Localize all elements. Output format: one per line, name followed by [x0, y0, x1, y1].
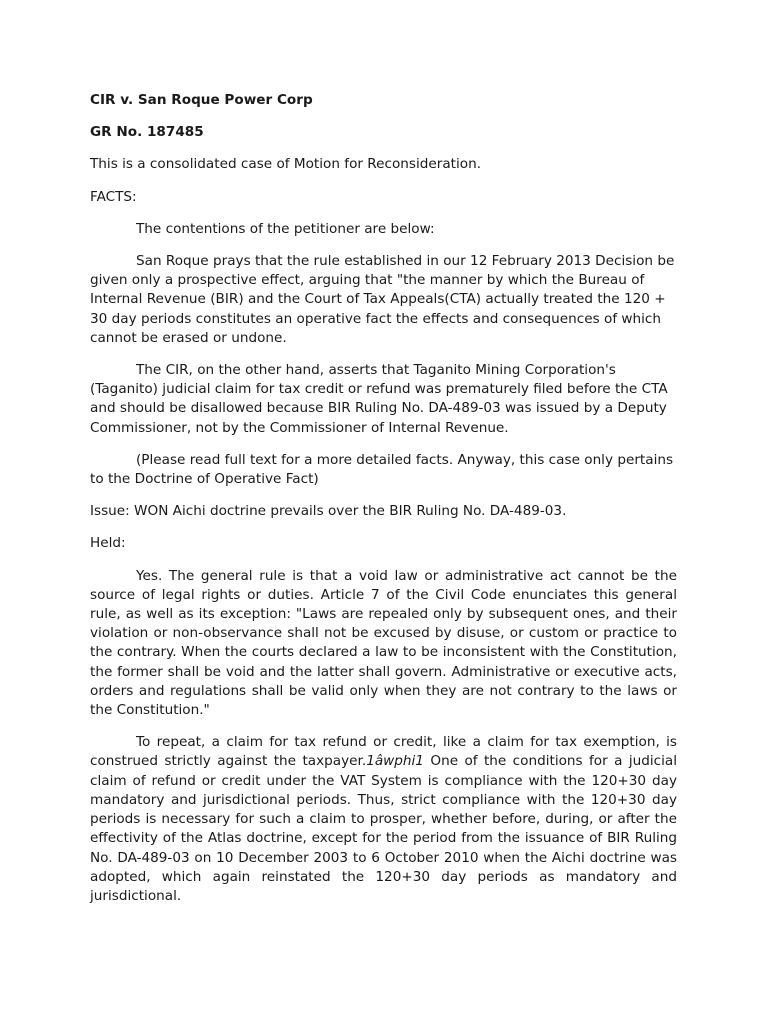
facts-paragraph-1: The contentions of the petitioner are below:: [136, 220, 435, 237]
case-number: GR No. 187485: [90, 124, 204, 141]
held-paragraph-2: [90, 733, 677, 906]
held-paragraph-2-text-start: To repeat, a claim for tax refund or credit, like a claim for tax exemption, is construed strictly against the taxpayer.: [90, 734, 677, 770]
issue-paragraph: Issue: WON Aichi doctrine prevails over the BIR Ruling No. DA-489-03.: [90, 503, 567, 520]
facts-paragraph-4: (Please read full text for a more detailed facts. Anyway, this case only pertains to the Doctrine of Operative Fact): [90, 451, 674, 488]
held-paragraph-2-text-end: One of the conditions for a judicial claim of refund or credit under the VAT System is compliance with the 120+30 day mandatory and jurisdictional periods. Thus, strict compliance with the 120+30 day periods is necessary for such a claim to prosper, whether before, during, or after the effectivity of the Atlas doctrine, except for the period from the issuance of BIR Ruling No. DA-489-03 on 10 December 2003 to 6 October 2010 when the Aichi doctrine was adopted, which again reinstated the 120+30 day periods as mandatory and jurisdictional.: [90, 753, 678, 904]
held-paragraph-1: Yes. The general rule is that a void law or administrative act cannot be the source of legal rights or duties. Article 7 of the Civil Code enunciates this general rule, as well as its exception: "Laws are repealed only by subsequent ones, and their violation or non-observance shall not be excused by disuse, or custom or practice to the contrary. When the courts declared a law to be inconsistent with the Constitution, the former shall be void and the latter shall govern. Administrative or executive acts, orders and regulations shall be valid only when they are not contrary to the laws or the Constitution.": [90, 567, 677, 719]
case-title: CIR v. San Roque Power Corp: [90, 92, 313, 108]
document-page: [90, 91, 677, 919]
facts-heading: FACTS:: [90, 188, 137, 205]
held-heading: Held:: [90, 535, 126, 552]
facts-paragraph-3: The CIR, on the other hand, asserts that Taganito Mining Corporation's (Taganito) judicial claim for tax credit or refund was prematurely filed before the CTA and should be disallowed because BIR Ruling No. DA-489-03 was issued by a Deputy Commissioner, not by the Commissioner of Internal Revenue.: [90, 362, 668, 436]
facts-paragraph-2: San Roque prays that the rule established in our 12 February 2013 Decision be given only a prospective effect, arguing that "the manner by which the Bureau of Internal Revenue (BIR) and the Court of Tax Appeals(CTA) actually treated the 120 + 30 day periods constitutes an operative fact the effects and consequences of which cannot be erased or undone.: [90, 253, 675, 346]
watermark-text: 1âwphi1: [366, 753, 424, 770]
intro-paragraph: This is a consolidated case of Motion for Reconsideration.: [90, 156, 482, 173]
